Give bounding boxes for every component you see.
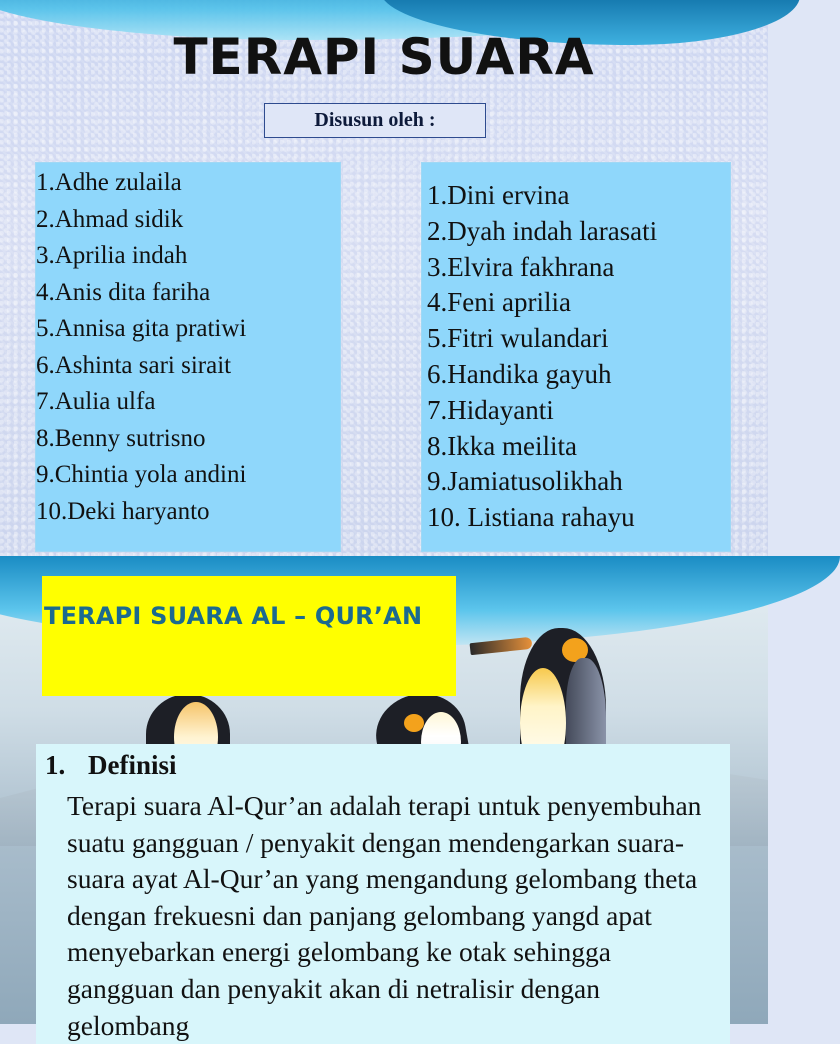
list-item: 6.Handika gayuh: [427, 358, 612, 389]
list-item: 5.Fitri wulandari: [427, 323, 609, 354]
author-label: Disusun oleh :: [264, 103, 486, 138]
list-item: 4.Anis dita fariha: [36, 278, 211, 306]
definition-text: Terapi suara Al-Qur’an adalah terapi untuk penyembuhan suatu gangguan / penyakit dengan mendengarkan suara-suara ayat Al-Qur’an yang mengandung gelombang theta dengan frekuesni dan panjang gelombang yangd apat menyebarkan energi gelombang ke otak sehingga gangguan dan penyakit akan di netralisir dengan gelombang: [67, 790, 702, 1041]
list-item: 3.Elvira fakhrana: [427, 251, 615, 282]
list-item: 5.Annisa gita pratiwi: [36, 315, 247, 342]
list-item: 1.Dini ervina: [427, 180, 570, 210]
list-item: 6.Ashinta sari sirait: [36, 351, 232, 379]
list-item: 2.Ahmad sidik: [36, 205, 184, 233]
list-item: 1.Adhe zulaila: [36, 169, 182, 196]
list-item: 7.Hidayanti: [427, 394, 554, 425]
section-number: 1.: [45, 750, 66, 780]
list-item: 10. Listiana rahayu: [427, 502, 635, 533]
list-item: 3.Aprilia indah: [36, 242, 188, 269]
list-item: 8.Ikka meilita: [427, 430, 577, 461]
list-item: 4.Feni aprilia: [427, 287, 571, 318]
list-item: 2.Dyah indah larasati: [427, 215, 658, 246]
list-item: 9.Chintia yola andini: [36, 461, 247, 488]
heading-highlight-box: [42, 576, 456, 696]
member-list-right: [422, 163, 730, 551]
list-item: 10.Deki haryanto: [36, 497, 210, 525]
list-item: 8.Benny sutrisno: [36, 424, 206, 452]
slide-definition: [0, 576, 768, 1041]
slide-heading: TERAPI SUARA AL – QUR’AN: [44, 602, 423, 630]
list-item: 7.Aulia ulfa: [36, 388, 156, 415]
section-title: Definisi: [88, 750, 177, 780]
member-list-left: [36, 163, 340, 551]
page-title: TERAPI SUARA: [173, 28, 595, 86]
list-item: 9.Jamiatusolikhah: [427, 466, 623, 497]
penguin-right-image: [468, 628, 618, 758]
